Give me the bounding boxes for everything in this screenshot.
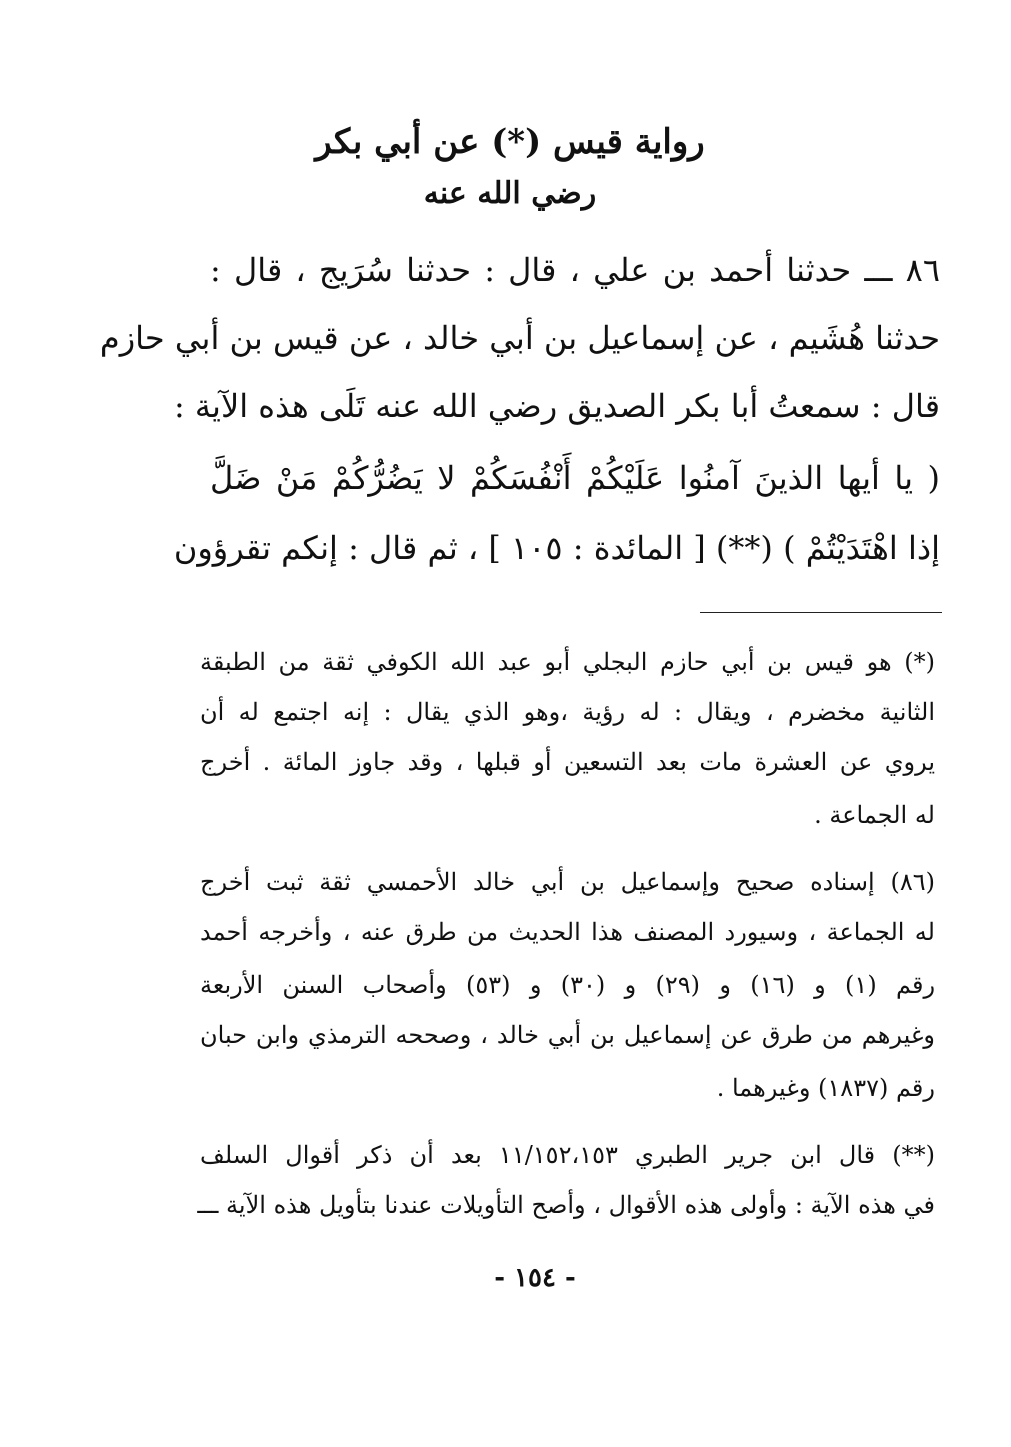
footnote-line: وغيرهم من طرق عن إسماعيل بن أبي خالد ، وصححه الترمذي وابن حبان (200, 1021, 935, 1049)
hadith-line: قال : سمعتُ أبا بكر الصديق رضي الله عنه تَلَى هذه الآية : (173, 387, 940, 425)
hadith-line: حدثنا هُشَيم ، عن إسماعيل بن أبي خالد ، عن قيس بن أبي حازم (99, 319, 940, 357)
footnote-line: له الجماعة ، وسيورد المصنف هذا الحديث من طرق عنه ، وأخرجه أحمد (200, 918, 935, 946)
footnote-line: (*) هو قيس بن أبي حازم البجلي أبو عبد الله الكوفي ثقة من الطبقة (200, 648, 935, 676)
chapter-title: رواية قيس (*) عن أبي بكر (315, 122, 705, 162)
footnote-line: له الجماعة . (814, 801, 935, 829)
footnote-line: رقم (١) و (١٦) و (٢٩) و (٣٠) و (٥٣) وأصحاب السنن الأربعة (200, 971, 936, 999)
footnote-line: يروي عن العشرة مات بعد التسعين أو قبلها ، وقد جاوز المائة . أخرج (200, 748, 935, 776)
footnote-line: (**) قال ابن جرير الطبري ١١/١٥٢،١٥٣ بعد أن ذكر أقوال السلف (200, 1141, 935, 1169)
quran-verse-line: ( يا أيها الذينَ آمنُوا عَلَيْكُمْ أَنْفُسَكُمْ لا يَضُرُّكُمْ مَنْ ضَلَّ (210, 459, 940, 497)
hadith-line: ٨٦ ـــ حدثنا أحمد بن علي ، قال : حدثنا سُرَيج ، قال : (210, 251, 940, 289)
footnote-line: رقم (١٨٣٧) وغيرهما . (716, 1074, 935, 1102)
footnote-line: في هذه الآية : وأولى هذه الأقوال ، وأصح التأويلات عندنا بتأويل هذه الآية ـــ (197, 1191, 935, 1219)
footnote-divider (700, 612, 942, 613)
page-number: - ١٥٤ - (494, 1263, 576, 1293)
chapter-subtitle: رضي الله عنه (423, 176, 597, 211)
footnote-line: الثانية مخضرم ، ويقال : له رؤية ،وهو الذي يقال : إنه اجتمع له أن (200, 698, 935, 726)
hadith-line: إذا اهْتَدَيْتُمْ ) (**) [ المائدة : ١٠٥ ] ، ثم قال : إنكم تقرؤون (173, 529, 940, 567)
footnote-line: (٨٦) إسناده صحيح وإسماعيل بن أبي خالد الأحمسي ثقة ثبت أخرج (200, 868, 935, 896)
